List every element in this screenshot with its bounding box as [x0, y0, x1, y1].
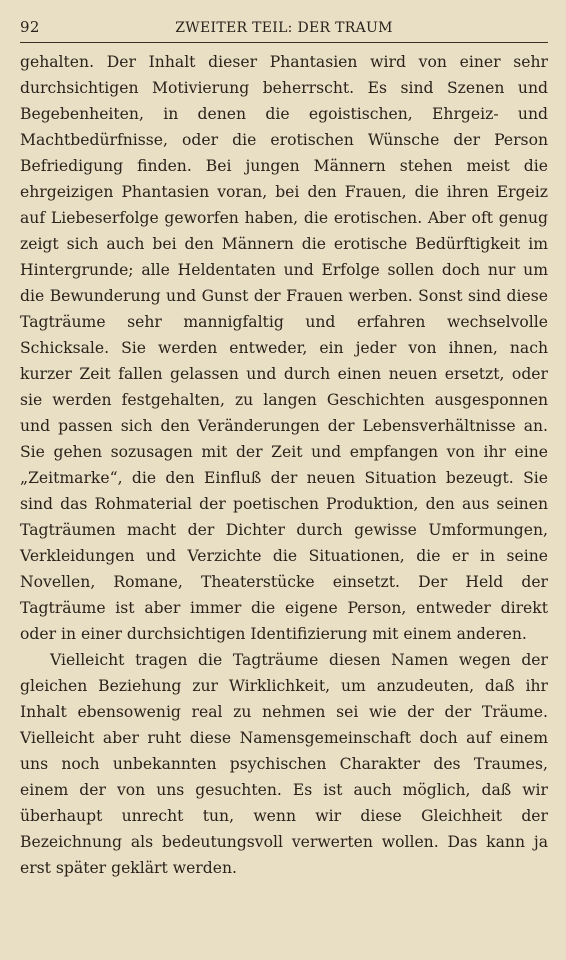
paragraph-1: gehalten. Der Inhalt dieser Phantasien wird von einer sehr durchsichtigen Motivierung beherrscht. Es sind Szenen und Begebenheiten, in denen die egoistischen, Ehrgeiz- und Machtbedürfnisse, oder die erotischen Wünsche der Person Befriedigung finden. Bei jungen Männern stehen meist die ehrgeizigen Phantasien voran, bei den Frauen, die ihren Ergeiz auf Liebeserfolge geworfen haben, die erotischen. Aber oft genug zeigt sich auch bei den Männern die erotische Bedürftigkeit im Hintergrunde; alle Heldentaten und Erfolge sollen doch nur um die Bewunderung und Gunst der Frauen werben. Sonst sind diese Tagträume sehr mannigfaltig und erfahren wechselvolle Schicksale. Sie werden entweder, ein jeder von ihnen, nach kurzer Zeit fallen gelassen und durch einen neuen ersetzt, oder sie werden festgehalten, zu langen Geschichten ausgesponnen und passen sich den Veränderungen der Lebensverhältnisse an. Sie gehen sozusagen mit der Zeit und empfangen von ihr eine „Zeitmarke“, die den Einfluß der neuen Situation bezeugt. Sie sind das Rohmaterial der poetischen Produktion, den aus seinen Tagträumen macht der Dichter durch gewisse Umformungen, Verkleidungen und Verzichte die Situationen, die er in seine Novellen, Romane, Theaterstücke einsetzt. Der Held der Tagträume ist aber immer die eigene Person, entweder direkt oder in einer durchsichtigen Identifizierung mit einem anderen.	[20, 53, 548, 643]
running-title: ZWEITER TEIL: DER TRAUM	[175, 20, 393, 36]
page-number: 92	[20, 18, 40, 36]
running-header	[20, 18, 548, 43]
body-text	[20, 49, 548, 881]
paragraph-2: Vielleicht tragen die Tagträume diesen Namen wegen der gleichen Beziehung zur Wirklichkeit, um anzudeuten, daß ihr Inhalt ebensowenig real zu nehmen sei wie der der Träume. Vielleicht aber ruht diese Namensgemeinschaft doch auf einem uns noch unbekannten psychischen Charakter des Traumes, einem der von uns gesuchten. Es ist auch möglich, daß wir überhaupt unrecht tun, wenn wir diese Gleichheit der Bezeichnung als bedeutungsvoll verwerten wollen. Das kann ja erst später geklärt werden.	[20, 651, 548, 877]
